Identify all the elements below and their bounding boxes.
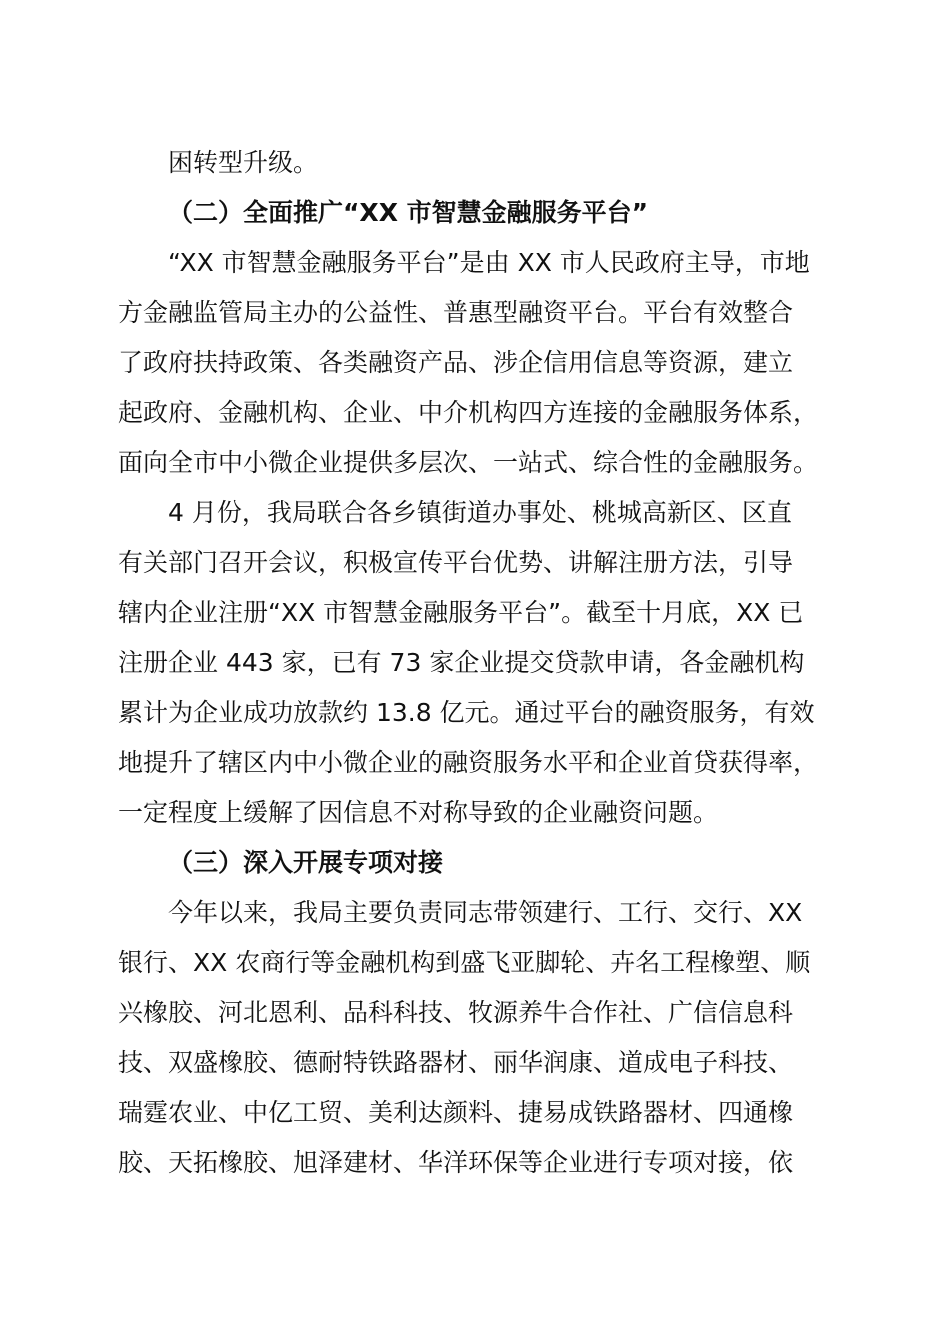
paragraph-line: 了政府扶持政策、各类融资产品、涉企信用信息等资源，建立 (118, 348, 794, 377)
paragraph-line: 4 月份，我局联合各乡镇街道办事处、桃城高新区、区直 (168, 498, 792, 527)
paragraph-line: 今年以来，我局主要负责同志带领建行、工行、交行、XX (168, 898, 803, 927)
section-heading: （二）全面推广“XX 市智慧金融服务平台” (168, 198, 649, 227)
paragraph-line: 一定程度上缓解了因信息不对称导致的企业融资问题。 (118, 798, 719, 827)
paragraph-line: 累计为企业成功放款约 13.8 亿元。通过平台的融资服务，有效 (118, 698, 815, 727)
paragraph-line: 地提升了辖区内中小微企业的融资服务水平和企业首贷获得率， (118, 748, 819, 777)
paragraph-line: 方金融监管局主办的公益性、普惠型融资平台。平台有效整合 (118, 298, 794, 327)
paragraph-line: 起政府、金融机构、企业、中介机构四方连接的金融服务体系， (118, 398, 819, 427)
paragraph-line: 面向全市中小微企业提供多层次、一站式、综合性的金融服务。 (118, 448, 819, 477)
paragraph-line: 银行、XX 农商行等金融机构到盛飞亚脚轮、卉名工程橡塑、顺 (118, 948, 811, 977)
paragraph-line: 瑞霆农业、中亿工贸、美利达颜料、捷易成铁路器材、四通橡 (118, 1098, 794, 1127)
paragraph-line: 辖内企业注册“XX 市智慧金融服务平台”。截至十月底，XX 已 (118, 598, 804, 627)
paragraph-line: “XX 市智慧金融服务平台”是由 XX 市人民政府主导，市地 (168, 248, 810, 277)
section-heading: （三）深入开展专项对接 (168, 848, 444, 877)
paragraph-line: 技、双盛橡胶、德耐特铁路器材、丽华润康、道成电子科技、 (118, 1048, 794, 1077)
paragraph-line: 有关部门召开会议，积极宣传平台优势、讲解注册方法，引导 (118, 548, 794, 577)
paragraph-line: 困转型升级。 (168, 148, 319, 177)
paragraph-line: 兴橡胶、河北恩利、品科科技、牧源养牛合作社、广信信息科 (118, 998, 794, 1027)
paragraph-line: 注册企业 443 家，已有 73 家企业提交贷款申请，各金融机构 (118, 648, 805, 677)
paragraph-line: 胶、天拓橡胶、旭泽建材、华洋环保等企业进行专项对接，依 (118, 1148, 794, 1177)
